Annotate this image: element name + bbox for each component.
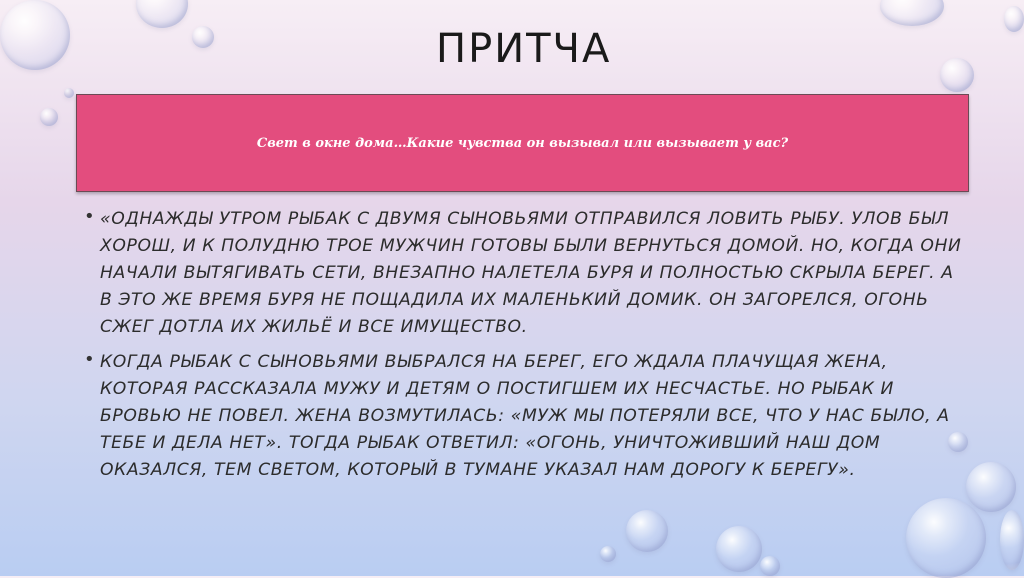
water-drop-icon: [906, 498, 986, 578]
water-drop-icon: [1000, 510, 1024, 570]
bullet-marker: •: [84, 206, 95, 227]
list-item: [82, 349, 962, 484]
water-drop-icon: [64, 88, 74, 98]
water-drop-icon: [880, 0, 944, 26]
water-drop-icon: [940, 58, 974, 92]
water-drop-icon: [716, 526, 762, 572]
highlight-question: Свет в окне дома…Какие чувства он вызывал или вызывает у вас?: [256, 135, 789, 151]
water-drop-icon: [0, 0, 70, 70]
list-item: [82, 206, 962, 341]
water-drop-icon: [192, 26, 214, 48]
slide-title: ПРИТЧА: [436, 26, 612, 72]
water-drop-icon: [760, 556, 780, 576]
water-drop-icon: [136, 0, 188, 28]
water-drop-icon: [626, 510, 668, 552]
bullet-marker: •: [84, 349, 95, 370]
water-drop-icon: [1004, 6, 1024, 32]
bullet-text: «ОДНАЖДЫ УТРОМ РЫБАК С ДВУМЯ СЫНОВЬЯМИ ОТПРАВИЛСЯ ЛОВИТЬ РЫБУ. УЛОВ БЫЛ ХОРОШ, И К ПОЛУДНЮ ТРОЕ МУЖЧИН ГОТОВЫ БЫЛИ ВЕРНУТЬСЯ ДОМОЙ. НО, КОГДА ОНИ НАЧАЛИ ВЫТЯГИВАТЬ СЕТИ, ВНЕЗАПНО НАЛЕТЕЛА БУРЯ И ПОЛНОСТЬЮ СКРЫЛА БЕРЕГ. А В ЭТО ЖЕ ВРЕМЯ БУРЯ НЕ ПОЩАДИЛА ИХ МАЛЕНЬКИЙ ДОМИК. ОН ЗАГОРЕЛСЯ, ОГОНЬ СЖЕГ ДОТЛА ИХ ЖИЛЬЁ И ВСЕ ИМУЩЕСТВО.: [100, 209, 962, 337]
water-drop-icon: [966, 462, 1016, 512]
bullet-list: [82, 206, 962, 492]
water-drop-icon: [600, 546, 616, 562]
water-drop-icon: [40, 108, 58, 126]
highlight-box: [76, 94, 969, 192]
bullet-text: КОГДА РЫБАК С СЫНОВЬЯМИ ВЫБРАЛСЯ НА БЕРЕГ, ЕГО ЖДАЛА ПЛАЧУЩАЯ ЖЕНА, КОТОРАЯ РАССКАЗАЛА МУЖУ И ДЕТЯМ О ПОСТИГШЕМ ИХ НЕСЧАСТЬЕ. НО РЫБАК И БРОВЬЮ НЕ ПОВЕЛ. ЖЕНА ВОЗМУТИЛАСЬ: «МУЖ МЫ ПОТЕРЯЛИ ВСЕ, ЧТО У НАС БЫЛО, А ТЕБЕ И ДЕЛА НЕТ». ТОГДА РЫБАК ОТВЕТИЛ: «ОГОНЬ, УНИЧТОЖИВШИЙ НАШ ДОМ ОКАЗАЛСЯ, ТЕМ СВЕТОМ, КОТОРЫЙ В ТУМАНЕ УКАЗАЛ НАМ ДОРОГУ К БЕРЕГУ».: [100, 352, 950, 480]
